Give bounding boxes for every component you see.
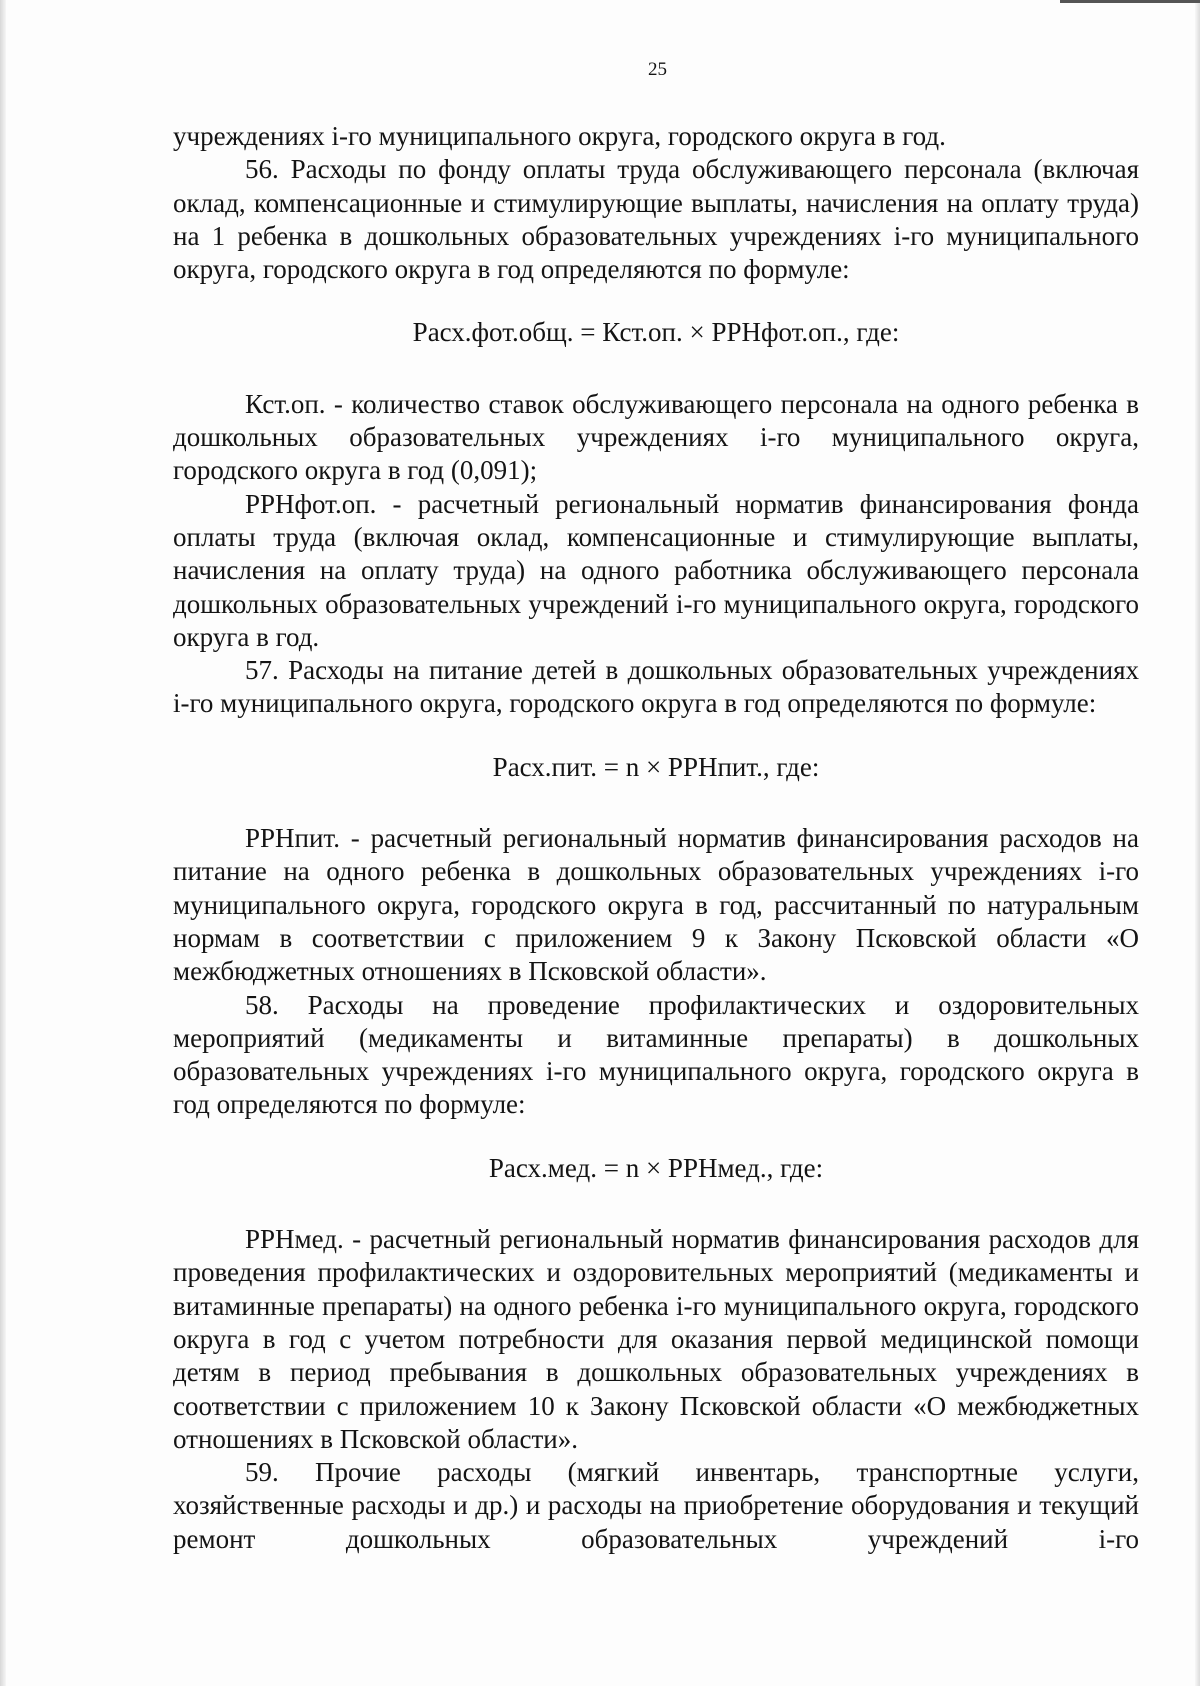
paragraph-57: 57. Расходы на питание детей в дошкольных образовательных учреждениях i-го муниципального округа, городского округа в год определяются по формуле:	[173, 655, 1139, 719]
paragraph-58: 58. Расходы на проведение профилактических и оздоровительных мероприятий (медикаменты и витаминные препараты) в дошкольных образовательных учреждениях i-го муниципального округа, городского округа в год определяются по формуле:	[173, 989, 1139, 1120]
formula-fot: Расх.фот.общ. = Кст.оп. × РРНфот.оп., где:	[412, 317, 900, 348]
paragraph-56: 56. Расходы по фонду оплаты труда обслуживающего персонала (включая оклад, компенсационные и стимулирующие выплаты, начисления на оплату труда) на 1 ребенка в дошкольных образовательных учреждениях i-го муниципального округа, городского округа в год определяются по формуле:	[173, 154, 1139, 285]
document-body	[173, 120, 1139, 1556]
definition-rrn-fot: РРНфот.оп. - расчетный региональный норматив финансирования фонда оплаты труда (включая оклад, компенсационные и стимулирующие выплаты, начисления на оплату труда) на одного работника обслуживающего персонала дошкольных образовательных учреждений i-го муниципального округа, городского округа в год.	[173, 488, 1139, 652]
formula-pit: Расх.пит. = n × РРНпит., где:	[492, 751, 820, 782]
scan-edge-left	[0, 0, 6, 1686]
paragraph-59: 59. Прочие расходы (мягкий инвентарь, транспортные услуги, хозяйственные расходы и др.) и расходы на приобретение оборудования и текущий ремонт дошкольных образовательных учреждений i-го	[173, 1457, 1139, 1554]
scan-edge-right	[1195, 0, 1200, 1686]
scan-top-line	[1060, 0, 1200, 3]
paragraph-continuation: учреждениях i-го муниципального округа, городского округа в год.	[173, 121, 946, 151]
formula-med: Расх.мед. = n × РРНмед., где:	[488, 1152, 824, 1183]
page-number: 25	[648, 59, 667, 80]
definition-kst: Кст.оп. - количество ставок обслуживающего персонала на одного ребенка в дошкольных образовательных учреждениях i-го муниципального округа, городского округа в год (0,091);	[173, 388, 1139, 486]
definition-rrn-med: РРНмед. - расчетный региональный норматив финансирования расходов для проведения профилактических и оздоровительных мероприятий (медикаменты и витаминные препараты) на одного ребенка i-го муниципального округа, городского округа в год с учетом потребности для оказания первой медицинской помощи детям в период пребывания в дошкольных образовательных учреждениях в соответствии с приложением 10 к Закону Псковской области «О межбюджетных отношениях в Псковской области».	[173, 1224, 1139, 1454]
definition-rrn-pit: РРНпит. - расчетный региональный норматив финансирования расходов на питание на одного ребенка в дошкольных образовательных учреждениях i-го муниципального округа, городского округа в год, рассчитанный по натуральным нормам в соответствии с приложением 9 к Закону Псковской области «О межбюджетных отношениях в Псковской области».	[173, 823, 1139, 987]
